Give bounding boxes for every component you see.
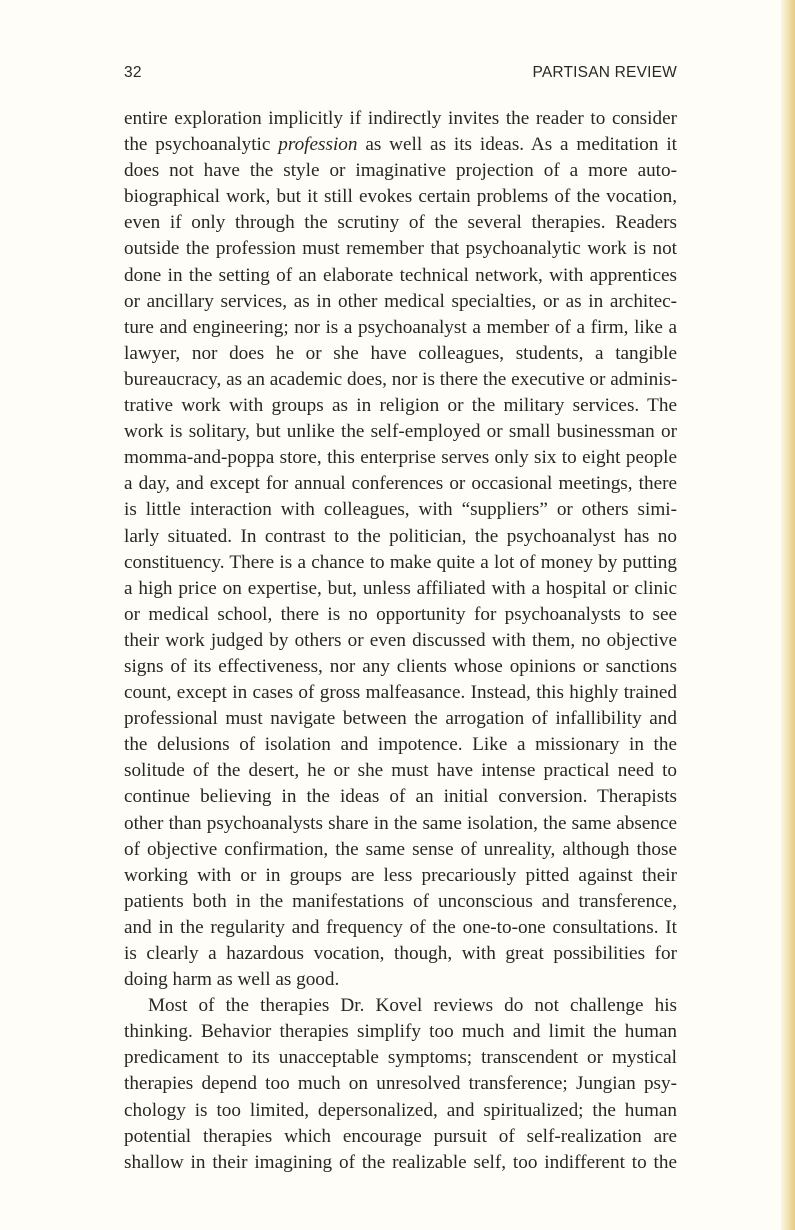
text-line: lawyer, nor does he or she have colleagues, students, a tangible <box>124 342 677 364</box>
text-line: is little interaction with colleagues, with “suppliers” or others simi- <box>124 499 677 521</box>
text-line: the delusions of isolation and impotence. Like a missionary in the <box>124 734 677 756</box>
text-line: and in the regularity and frequency of the one-to-one consultations. It <box>124 916 677 938</box>
text-line: continue believing in the ideas of an initial conversion. Therapists <box>124 786 677 808</box>
text-line: other than psychoanalysts share in the same isolation, the same absence <box>124 812 677 834</box>
text-line: momma-and-poppa store, this enterprise serves only six to eight people <box>124 447 677 469</box>
text-line: potential therapies which encourage pursuit of self-realization are <box>124 1125 677 1147</box>
text-line <box>124 132 677 158</box>
text-line: done in the setting of an elaborate technical network, with apprentices <box>124 264 677 286</box>
text-line: larly situated. In contrast to the politician, the psychoanalyst has no <box>124 525 677 547</box>
text-line: trative work with groups as in religion or the military services. The <box>124 395 677 417</box>
page-number: 32 <box>124 64 142 81</box>
running-head <box>124 64 677 84</box>
text-line: chology is too limited, depersonalized, and spiritualized; the human <box>124 1099 677 1121</box>
text-line: biographical work, but it still evokes certain problems of the vocation, <box>124 186 677 208</box>
text-line: thinking. Behavior therapies simplify too much and limit the human <box>124 1021 677 1043</box>
text-line: bureaucracy, as an academic does, nor is there the executive or adminis- <box>124 368 678 390</box>
text-line: work is solitary, but unlike the self-employed or small businessman or <box>124 421 677 443</box>
text-line: even if only through the scrutiny of the several therapies. Readers <box>124 212 677 234</box>
italic-emphasis: profession <box>278 134 358 156</box>
text-line: does not have the style or imaginative projection of a more auto- <box>124 160 677 182</box>
text-segment: the psychoanalytic <box>124 134 279 156</box>
article-body <box>124 106 677 1176</box>
text-line: entire exploration implicitly if indirectly invites the reader to consider <box>124 108 677 129</box>
text-line: Most of the therapies Dr. Kovel reviews do not challenge his <box>148 995 677 1017</box>
text-line: count, except in cases of gross malfeasance. Instead, this highly trained <box>124 682 677 704</box>
text-line: doing harm as well as good. <box>124 969 340 991</box>
text-line: working with or in groups are less precariously pitted against their <box>124 864 677 886</box>
text-line: constituency. There is a chance to make quite a lot of money by putting <box>124 551 677 573</box>
paragraph <box>124 993 677 1176</box>
text-line: therapies depend too much on unresolved transference; Jungian psy- <box>124 1073 677 1095</box>
text-line: of objective confirmation, the same sense of unreality, although those <box>124 838 677 860</box>
paragraph <box>124 106 677 993</box>
page-edge-shadow <box>781 0 795 1230</box>
journal-title: PARTISAN REVIEW <box>532 64 677 81</box>
text-line: a high price on expertise, but, unless affiliated with a hospital or clinic <box>124 577 677 599</box>
text-line: signs of its effectiveness, nor any clients whose opinions or sanctions <box>124 655 677 677</box>
text-line: shallow in their imagining of the realizable self, too indifferent to the <box>124 1151 677 1173</box>
text-line: or ancillary services, as in other medical specialties, or as in architec- <box>124 290 677 312</box>
text-line: patients both in the manifestations of unconscious and transference, <box>124 890 677 912</box>
text-line: their work judged by others or even discussed with them, no objective <box>124 629 677 651</box>
text-line: solitude of the desert, he or she must have intense practical need to <box>124 760 677 782</box>
text-line: professional must navigate between the arrogation of infallibility and <box>124 708 677 730</box>
text-line: a day, and except for annual conferences or occasional meetings, there <box>124 473 677 495</box>
text-line: is clearly a hazardous vocation, though, with great possibilities for <box>124 943 677 964</box>
text-line: outside the profession must remember that psychoanalytic work is not <box>124 238 677 260</box>
text-line: or medical school, there is no opportunity for psychoanalysts to see <box>124 603 677 625</box>
text-line: predicament to its unacceptable symptoms; transcendent or mystical <box>124 1047 677 1069</box>
text-line: ture and engineering; nor is a psychoanalyst a member of a firm, like a <box>124 316 677 338</box>
text-segment: as well as its ideas. As a meditation it <box>357 134 677 156</box>
